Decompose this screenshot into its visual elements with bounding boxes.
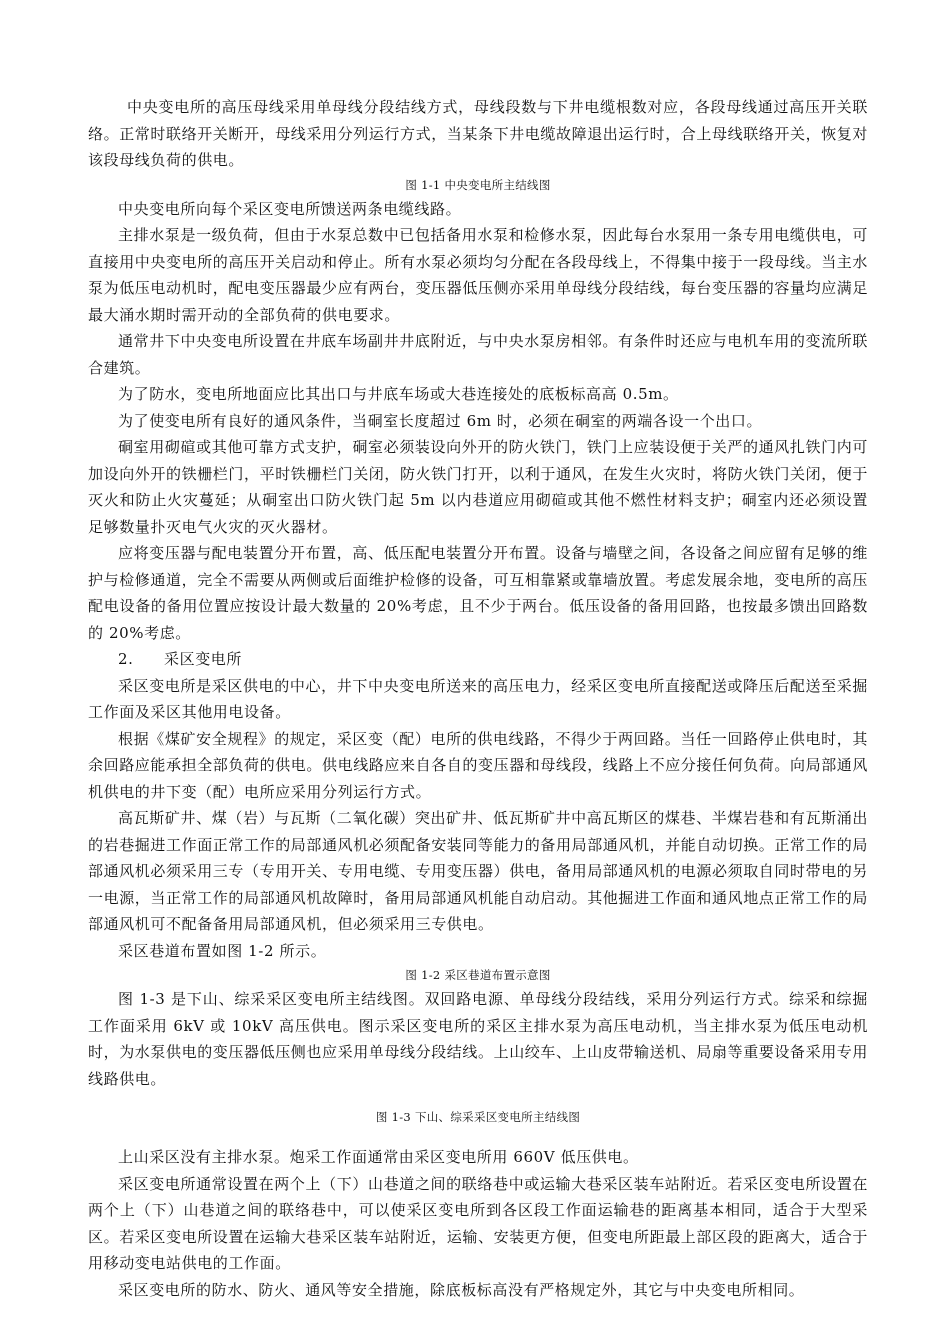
figure-caption: 图 1-2 采区巷道布置示意图 (405, 968, 551, 982)
section-heading (88, 646, 868, 673)
paragraph: 为了防水，变电所地面应比其出口与井底车场或大巷连接处的底板标高高 0.5m。 (118, 385, 679, 403)
figure-caption: 图 1-1 中央变电所主结线图 (405, 177, 551, 192)
paragraph: 硐室用砌碹或其他可靠方式支护，硐室必须装设向外开的防火铁门，铁门上应装设便于关严的通风扎铁门内可加设向外开的铁栅栏门，平时铁栅栏门关闭，防火铁门打开，以利于通风，在发生火灾时，将防火铁门关闭，便于灭火和防止火灾蔓延；从硐室出口防火铁门起 5m 以内巷道应用砌碹或其他不燃性材料支护；硐室内还必须设置足够数量扑灭电气火灾的灭火器材。 (88, 438, 869, 536)
paragraph: 高瓦斯矿井、煤（岩）与瓦斯（二氧化碳）突出矿井、低瓦斯矿井中高瓦斯区的煤巷、半煤岩巷和有瓦斯涌出的岩巷掘进工作面正常工作的局部通风机必须配备安装同等能力的备用局部通风机，并能自动切换。正常工作的局部通风机必须采用三专（专用开关、专用电缆、专用变压器）供电，备用局部通风机的电源必须取自同时带电的另一电源，当正常工作的局部通风机故障时，备用局部通风机能自动启动。其他掘进工作面和通风地点正常工作的局部通风机可不配备备用局部通风机，但必须采用三专供电。 (88, 809, 869, 933)
paragraph: 应将变压器与配电装置分开布置，高、低压配电装置分开布置。设备与墙壁之间，各设备之间应留有足够的维护与检修通道，完全不需要从两侧或后面维护检修的设备，可互相靠紧或靠墙放置。考虑发展余地，变电所的高压配电设备的备用位置应按设计最大数量的 20%考虑，且不少于两台。低压设备的备用回路，也按最多馈出回路数的 20%考虑。 (88, 544, 869, 642)
paragraph: 主排水泵是一级负荷，但由于水泵总数中已包括备用水泵和检修水泵，因此每台水泵用一条专用电缆供电，可直接用中央变电所的高压开关启动和停止。所有水泵必须均匀分配在各段母线上，不得集中接于一段母线。当主水泵为低压电动机时，配电变压器最少应有两台，变压器低压侧亦采用单母线分段结线，每台变压器的容量均应满足最大涌水期时需开动的全部负荷的供电要求。 (88, 226, 869, 324)
document-page (88, 94, 868, 1303)
figure-caption: 图 1-3 下山、综采采区变电所主结线图 (375, 1110, 581, 1124)
paragraph: 上山采区没有主排水泵。炮采工作面通常由采区变电所用 660V 低压供电。 (118, 1148, 639, 1166)
section-number: 2. (118, 650, 134, 668)
paragraph: 为了使变电所有良好的通风条件，当硐室长度超过 6m 时，必须在硐室的两端各设一个出口。 (118, 411, 763, 430)
paragraph: 采区变电所是采区供电的中心，井下中央变电所送来的高压电力，经采区变电所直接配送或降压后配送至采掘工作面及采区其他用电设备。 (88, 676, 868, 721)
paragraph: 中央变电所向每个采区变电所馈送两条电缆线路。 (118, 199, 462, 218)
paragraph: 采区变电所通常设置在两个上（下）山巷道之间的联络巷中或运输大巷采区装车站附近。若采区变电所设置在两个上（下）山巷道之间的联络巷中，可以使采区变电所到各区段工作面运输巷的距离基本相同，适合于大型采区。若采区变电所设置在运输大巷采区装车站附近，运输、安装更方便，但变电所距最上部区段的距离大，适合于用移动变电站供电的工作面。 (88, 1174, 869, 1272)
paragraph: 采区变电所的防水、防火、通风等安全措施，除底板标高没有严格规定外，其它与中央变电所相同。 (118, 1280, 805, 1299)
paragraph: 图 1-3 是下山、综采采区变电所主结线图。双回路电源、单母线分段结线，采用分列运行方式。综采和综掘工作面采用 6kV 或 10kV 高压供电。图示采区变电所的采区主排水泵为高压电动机，当主排水泵为低压电动机时，为水泵供电的变压器低压侧也应采用单母线分段结线。上山绞车、上山皮带输送机、局扇等重要设备采用专用线路供电。 (88, 990, 869, 1088)
section-title: 采区变电所 (164, 650, 243, 668)
paragraph: 中央变电所的高压母线采用单母线分段结线方式，母线段数与下井电缆根数对应，各段母线通过高压开关联络。正常时联络开关断开，母线采用分列运行方式，当某条下井电缆故障退出运行时，合上母线联络开关，恢复对该段母线负荷的供电。 (88, 98, 869, 169)
paragraph: 采区巷道布置如图 1-2 所示。 (118, 941, 327, 960)
paragraph: 通常井下中央变电所设置在井底车场副井井底附近，与中央水泵房相邻。有条件时还应与电机车用的变流所联合建筑。 (88, 332, 868, 377)
paragraph: 根据《煤矿安全规程》的规定，采区变（配）电所的供电线路，不得少于两回路。当任一回路停止供电时，其余回路应能承担全部负荷的供电。供电线路应来自各自的变压器和母线段，线路上不应分接任何负荷。向局部通风机供电的井下变（配）电所应采用分列运行方式。 (88, 729, 869, 801)
